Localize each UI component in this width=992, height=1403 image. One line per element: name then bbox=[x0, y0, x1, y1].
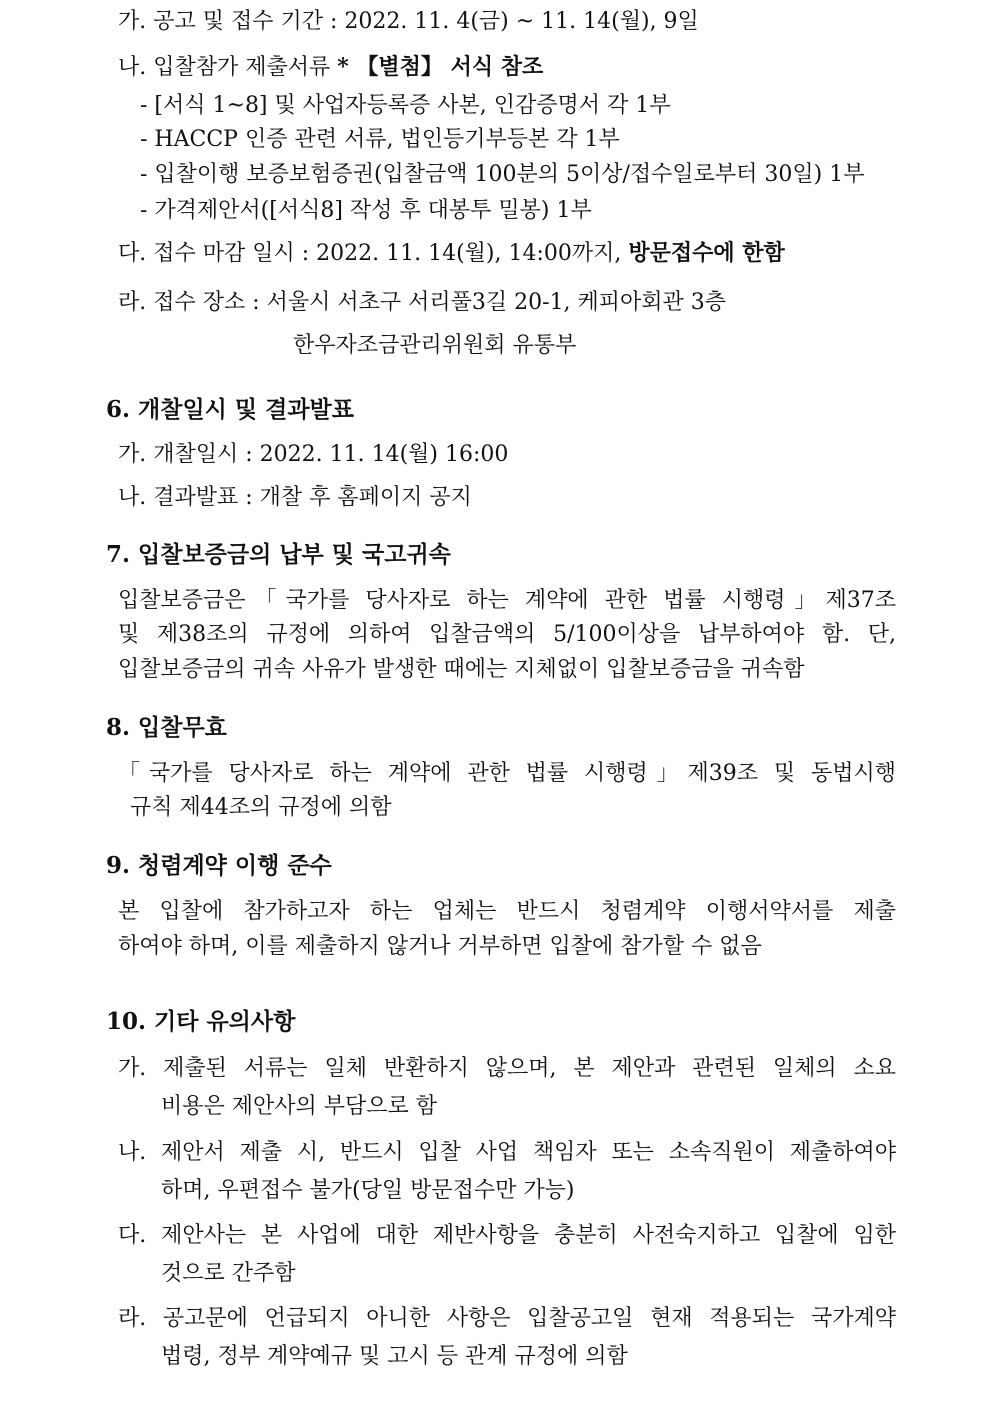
required-documents-label: 나. 입찰참가 제출서류 bbox=[118, 55, 338, 80]
result-announcement: 나. 결과발표 : 개찰 후 홈페이지 공지 bbox=[118, 485, 472, 510]
opening-datetime: 가. 개찰일시 : 2022. 11. 14(월) 16:00 bbox=[118, 442, 509, 467]
section-9-line-2: 하여야 하며, 이를 제출하지 않거나 거부하면 입찰에 참가할 수 없음 bbox=[118, 934, 762, 959]
section-9-line-1: 본 입찰에 참가하고자 하는 업체는 반드시 청렴계약 이행서약서를 제출 bbox=[118, 899, 896, 924]
note-ga-line-1: 가. 제출된 서류는 일체 반환하지 않으며, 본 제안과 관련된 일체의 소요 bbox=[118, 1056, 896, 1081]
deadline-text: 다. 접수 마감 일시 : 2022. 11. 14(월), 14:00까지, bbox=[118, 241, 629, 266]
document-item-1: - [서식 1~8] 및 사업자등록증 사본, 인감증명서 각 1부 bbox=[140, 93, 671, 118]
notice-period: 가. 공고 및 접수 기간 : 2022. 11. 4(금) ~ 11. 14(월), 9일 bbox=[118, 9, 699, 34]
note-ra-line-2: 법령, 정부 계약예규 및 고시 등 관계 규정에 의함 bbox=[161, 1344, 628, 1369]
section-6-title: 6. 개찰일시 및 결과발표 bbox=[106, 396, 354, 423]
section-7-line-3: 입찰보증금의 귀속 사유가 발생한 때에는 지체없이 입찰보증금을 귀속함 bbox=[118, 657, 805, 682]
note-da-line-1: 다. 제안사는 본 사업에 대한 제반사항을 충분히 사전숙지하고 입찰에 임한 bbox=[118, 1223, 896, 1248]
note-na-line-1: 나. 제안서 제출 시, 반드시 입찰 사업 책임자 또는 소속직원이 제출하여야 bbox=[118, 1140, 896, 1165]
section-7-line-2: 및 제38조의 규정에 의하여 입찰금액의 5/100이상을 납부하여야 함. 단, bbox=[118, 622, 896, 647]
section-8-line-2: 규칙 제44조의 규정에 의함 bbox=[130, 795, 392, 820]
note-ga-line-2: 비용은 제안사의 부담으로 함 bbox=[161, 1094, 438, 1119]
submission-place: 라. 접수 장소 : 서울시 서초구 서리풀3길 20-1, 케피아회관 3층 bbox=[118, 290, 727, 315]
section-8-line-1: 「국가를 당사자로 하는 계약에 관한 법률 시행령」제39조 및 동법시행 bbox=[118, 761, 896, 786]
attachment-note: * 【별첨】 서식 참조 bbox=[337, 54, 544, 80]
section-8-title: 8. 입찰무효 bbox=[106, 714, 227, 741]
section-9-title: 9. 청렴계약 이행 준수 bbox=[106, 852, 332, 879]
deadline-line bbox=[118, 240, 785, 267]
section-7-title: 7. 입찰보증금의 납부 및 국고귀속 bbox=[106, 541, 451, 568]
required-documents-heading bbox=[118, 54, 543, 81]
document-item-3: - 입찰이행 보증보험증권(입찰금액 100분의 5이상/접수일로부터 30일) 1부 bbox=[140, 162, 865, 187]
section-10-title: 10. 기타 유의사항 bbox=[106, 1008, 296, 1035]
submission-department: 한우자조금관리위원회 유통부 bbox=[293, 333, 577, 358]
document-item-2: - HACCP 인증 관련 서류, 법인등기부등본 각 1부 bbox=[140, 127, 620, 152]
note-ra-line-1: 라. 공고문에 언급되지 아니한 사항은 입찰공고일 현재 적용되는 국가계약 bbox=[118, 1306, 896, 1331]
visit-only-note: 방문접수에 한함 bbox=[628, 240, 785, 266]
section-7-line-1: 입찰보증금은「국가를 당사자로 하는 계약에 관한 법률 시행령」제37조 bbox=[118, 588, 896, 613]
note-da-line-2: 것으로 간주함 bbox=[161, 1261, 296, 1286]
document-item-4: - 가격제안서([서식8] 작성 후 대봉투 밀봉) 1부 bbox=[140, 198, 592, 223]
note-na-line-2: 하며, 우편접수 불가(당일 방문접수만 가능) bbox=[161, 1178, 575, 1203]
